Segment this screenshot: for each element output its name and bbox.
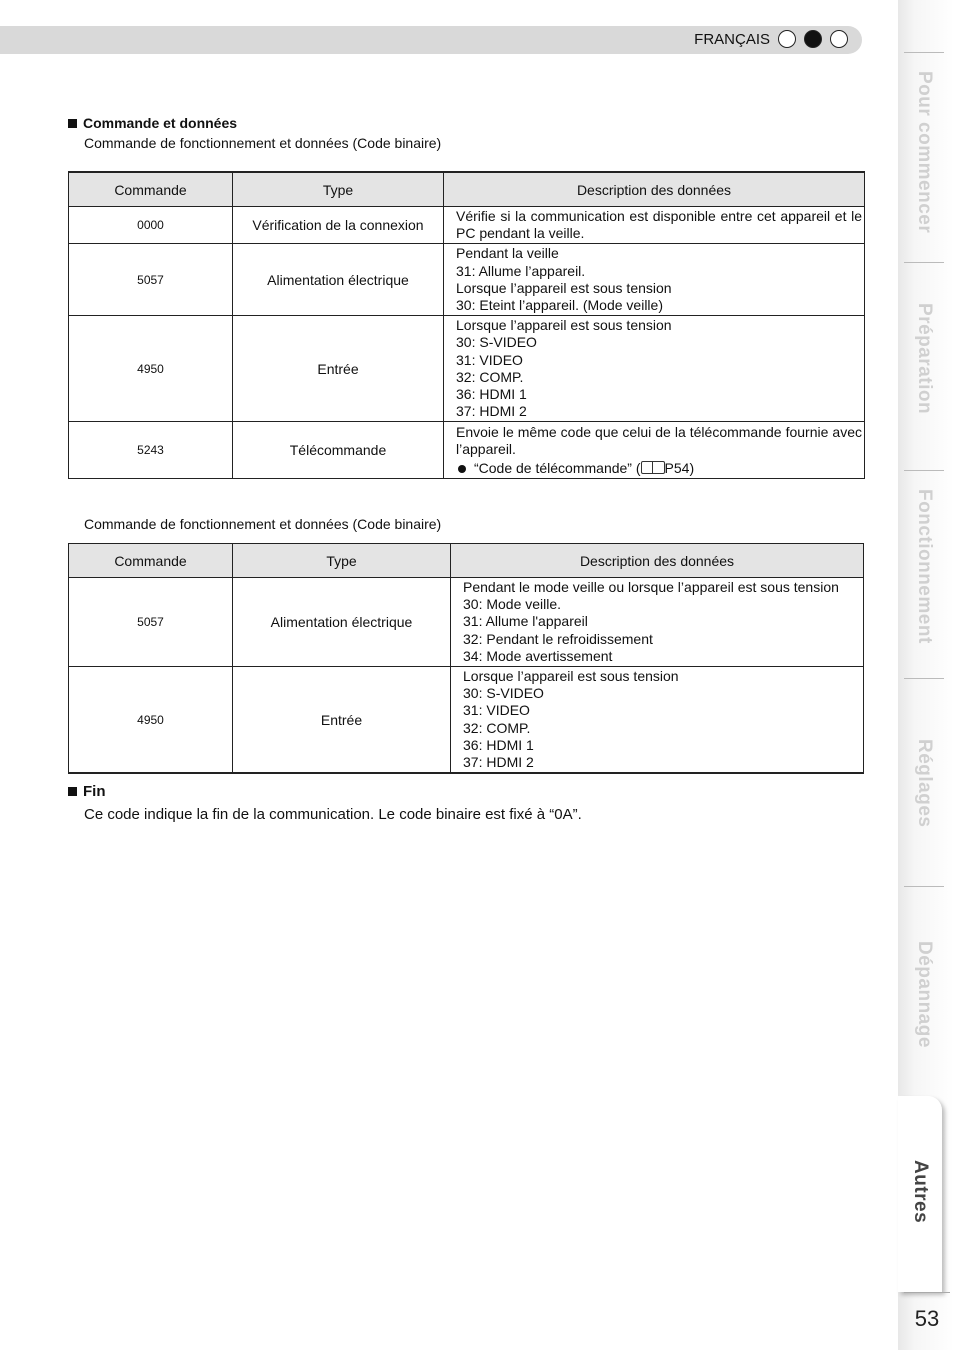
section-title-text: Commande et données xyxy=(83,115,238,131)
tab-reglages[interactable] xyxy=(904,678,944,887)
cell-description xyxy=(451,667,864,774)
section-title-text: Fin xyxy=(83,783,106,800)
desc-line: Vérifie si la communication est disponible entre cet appareil et le PC pendant la veille. xyxy=(456,208,862,242)
desc-line: Pendant la veille xyxy=(456,245,559,262)
reference-page: P54) xyxy=(664,460,695,477)
tab-preparation[interactable] xyxy=(904,262,944,471)
table-row xyxy=(69,244,865,316)
cell-description xyxy=(444,316,865,422)
cell-type: Vérification de la connexion xyxy=(233,207,444,244)
cell-code: 5243 xyxy=(69,422,233,479)
square-bullet-icon xyxy=(68,119,77,128)
table-row xyxy=(69,316,865,422)
desc-line: 31: Allume l'appareil xyxy=(463,613,588,630)
table-row xyxy=(69,667,864,774)
table-row xyxy=(69,422,865,479)
desc-line: 34: Mode avertissement xyxy=(463,647,613,664)
desc-line: 31: VIDEO xyxy=(463,702,530,719)
section-subtitle: Commande de fonctionnement et données (Code binaire) xyxy=(84,135,442,151)
header-commande: Commande xyxy=(69,544,233,578)
desc-line: 30: Eteint l’appareil. (Mode veille) xyxy=(456,297,663,314)
desc-line: Lorsque l’appareil est sous tension xyxy=(463,668,679,685)
desc-line: 30: S-VIDEO xyxy=(456,334,537,351)
language-dot-2 xyxy=(804,30,822,48)
section-title-commande xyxy=(68,115,237,131)
tab-label: Fonctionnement xyxy=(914,489,935,644)
header-type: Type xyxy=(233,544,451,578)
table-row xyxy=(69,578,864,667)
fin-description: Ce code indique la fin de la communication. Le code binaire est fixé à “0A”. xyxy=(84,806,582,823)
cell-description xyxy=(451,578,864,667)
command-table-2 xyxy=(68,543,864,774)
side-tab-bar xyxy=(898,0,954,1350)
language-label: FRANÇAIS xyxy=(694,30,770,48)
tab-pour-commencer[interactable] xyxy=(904,52,944,263)
square-bullet-icon xyxy=(68,787,77,796)
cell-type: Entrée xyxy=(233,667,451,774)
desc-line: 37: HDMI 2 xyxy=(456,403,527,420)
header-description: Description des données xyxy=(451,544,864,578)
desc-line: 32: COMP. xyxy=(463,719,531,736)
cell-code: 5057 xyxy=(69,578,233,667)
header-bar xyxy=(0,26,862,54)
cell-type: Télécommande xyxy=(233,422,444,479)
command-table-1 xyxy=(68,171,865,479)
tab-fonctionnement[interactable] xyxy=(904,470,944,679)
table-header-row xyxy=(69,544,864,578)
cell-type: Alimentation électrique xyxy=(233,578,451,667)
tab-label: Pour commencer xyxy=(914,71,935,234)
cell-code: 4950 xyxy=(69,316,233,422)
tab-label: Réglages xyxy=(914,739,935,828)
reference-text: “Code de télécommande” ( xyxy=(474,460,641,477)
section-subtitle-2: Commande de fonctionnement et données (Code binaire) xyxy=(84,516,442,532)
table-row xyxy=(69,207,865,244)
tab-label: Préparation xyxy=(914,303,935,415)
cell-description xyxy=(444,244,865,316)
desc-line: 37: HDMI 2 xyxy=(463,754,534,771)
book-reference-icon xyxy=(641,461,665,474)
tab-label: Dépannage xyxy=(914,941,935,1048)
desc-line: 32: Pendant le refroidissement xyxy=(463,630,653,647)
page-number: 53 xyxy=(904,1292,950,1345)
desc-line: 36: HDMI 1 xyxy=(463,736,534,753)
bullet-icon xyxy=(458,465,466,473)
cell-description xyxy=(444,207,865,244)
desc-line: Envoie le même code que celui de la télécommande fournie avec l’appareil. xyxy=(456,423,862,457)
cell-type: Alimentation électrique xyxy=(233,244,444,316)
language-indicator xyxy=(694,30,848,48)
header-type: Type xyxy=(233,172,444,207)
language-dot-1 xyxy=(778,30,796,48)
tab-depannage[interactable] xyxy=(904,886,944,1095)
cell-type: Entrée xyxy=(233,316,444,422)
desc-line: 30: Mode veille. xyxy=(463,596,562,613)
desc-line: Lorsque l’appareil est sous tension xyxy=(456,317,672,334)
cell-code: 0000 xyxy=(69,207,233,244)
tab-autres[interactable] xyxy=(898,1096,942,1292)
desc-line: Pendant le mode veille ou lorsque l’appareil est sous tension xyxy=(463,579,839,595)
reference-line xyxy=(456,460,862,477)
header-description: Description des données xyxy=(444,172,865,207)
section-title-fin xyxy=(68,783,106,800)
desc-line: Lorsque l’appareil est sous tension xyxy=(456,279,672,296)
desc-line: 30: S-VIDEO xyxy=(463,685,544,702)
desc-line: 32: COMP. xyxy=(456,368,524,385)
cell-code: 5057 xyxy=(69,244,233,316)
desc-line: 31: Allume l’appareil. xyxy=(456,262,586,279)
cell-description xyxy=(444,422,865,479)
header-commande: Commande xyxy=(69,172,233,207)
language-dot-3 xyxy=(830,30,848,48)
desc-line: 31: VIDEO xyxy=(456,351,523,368)
cell-code: 4950 xyxy=(69,667,233,774)
tab-label: Autres xyxy=(910,1160,931,1224)
desc-line: 36: HDMI 1 xyxy=(456,386,527,403)
table-header-row xyxy=(69,172,865,207)
